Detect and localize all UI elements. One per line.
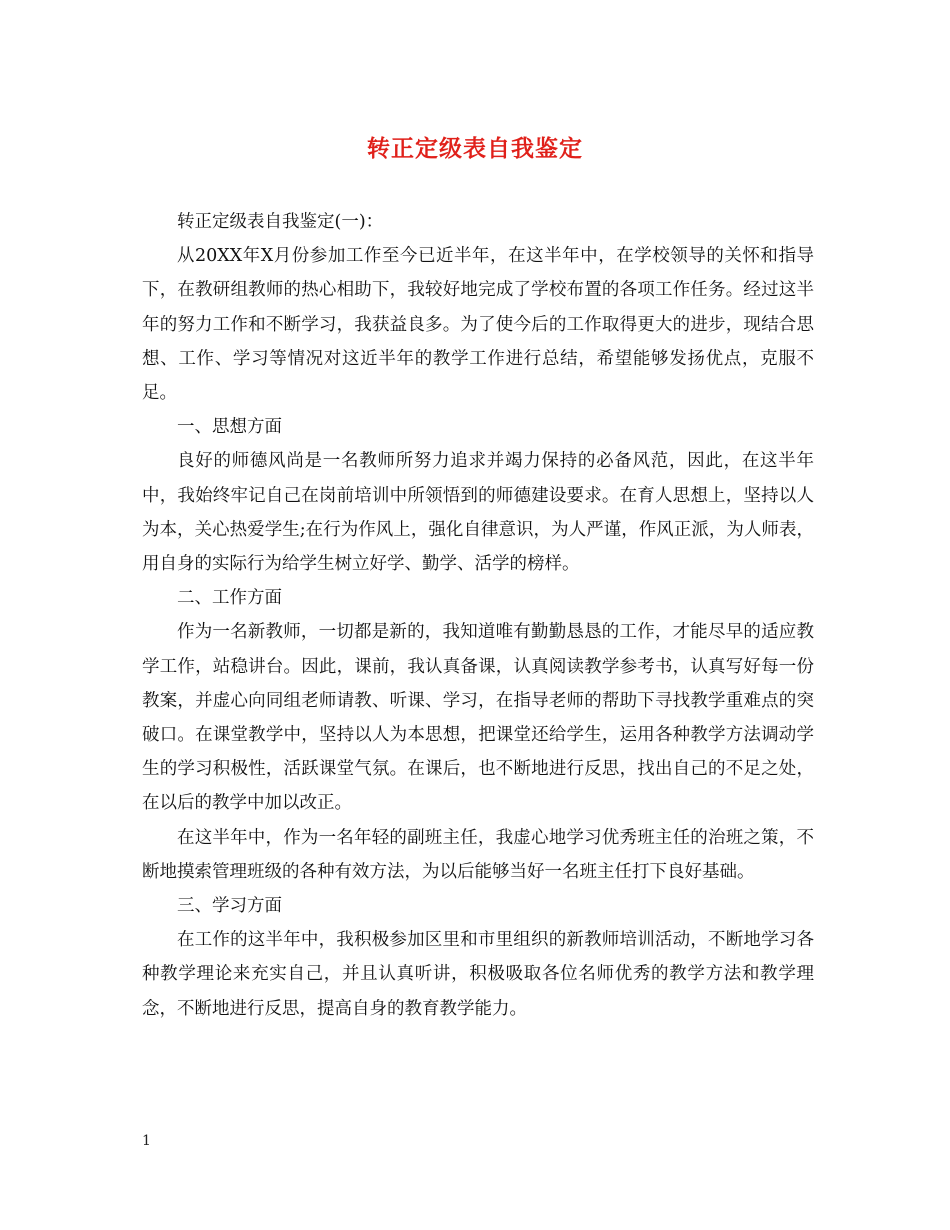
section-heading-study: 三、学习方面 [177, 896, 282, 917]
section-heading-work: 二、工作方面 [177, 588, 282, 609]
document-body [142, 205, 814, 1026]
paragraph-work: 作为一名新教师，一切都是新的，我知道唯有勤勤恳恳的工作，才能尽早的适应教学工作，站稳讲台。因此，课前，我认真备课，认真阅读教学参考书，认真写好每一份教案，并虚心向同组老师请教、听课、学习，在指导老师的帮助下寻找教学重难点的突破口。在课堂教学中，坚持以人为本思想，把课堂还给学生，运用各种教学方法调动学生的学习积极性，活跃课堂气氛。在课后，也不断地进行反思，找出自己的不足之处，在以后的教学中加以改正。 [142, 622, 814, 814]
page-number: 1 [142, 1133, 151, 1149]
document-title: 转正定级表自我鉴定 [367, 135, 583, 162]
paragraph-intro: 从20XX年X月份参加工作至今已近半年，在这半年中，在学校领导的关怀和指导下，在教研组教师的热心相助下，我较好地完成了学校布置的各项工作任务。经过这半年的努力工作和不断学习，我获益良多。为了使今后的工作取得更大的进步，现结合思想、工作、学习等情况对这近半年的教学工作进行总结，希望能够发扬优点，克服不足。 [142, 246, 814, 404]
paragraph-thought: 良好的师德风尚是一名教师所努力追求并竭力保持的必备风范，因此，在这半年中，我始终牢记自己在岗前培训中所领悟到的师德建设要求。在育人思想上，坚持以人为本，关心热爱学生;在行为作风上，强化自律意识，为人严谨，作风正派，为人师表，用自身的实际行为给学生树立好学、勤学、活学的榜样。 [142, 451, 814, 575]
paragraph-study: 在工作的这半年中，我积极参加区里和市里组织的新教师培训活动，不断地学习各种教学理论来充实自己，并且认真听讲，积极吸取各位名师优秀的教学方法和教学理念，不断地进行反思，提高自身的教育教学能力。 [142, 930, 814, 1019]
paragraph-class-teacher: 在这半年中，作为一名年轻的副班主任，我虚心地学习优秀班主任的治班之策，不断地摸索管理班级的各种有效方法，为以后能够当好一名班主任打下良好基础。 [142, 827, 814, 882]
section-intro-heading: 转正定级表自我鉴定(一)： [177, 212, 384, 232]
section-heading-thought: 一、思想方面 [177, 417, 282, 438]
